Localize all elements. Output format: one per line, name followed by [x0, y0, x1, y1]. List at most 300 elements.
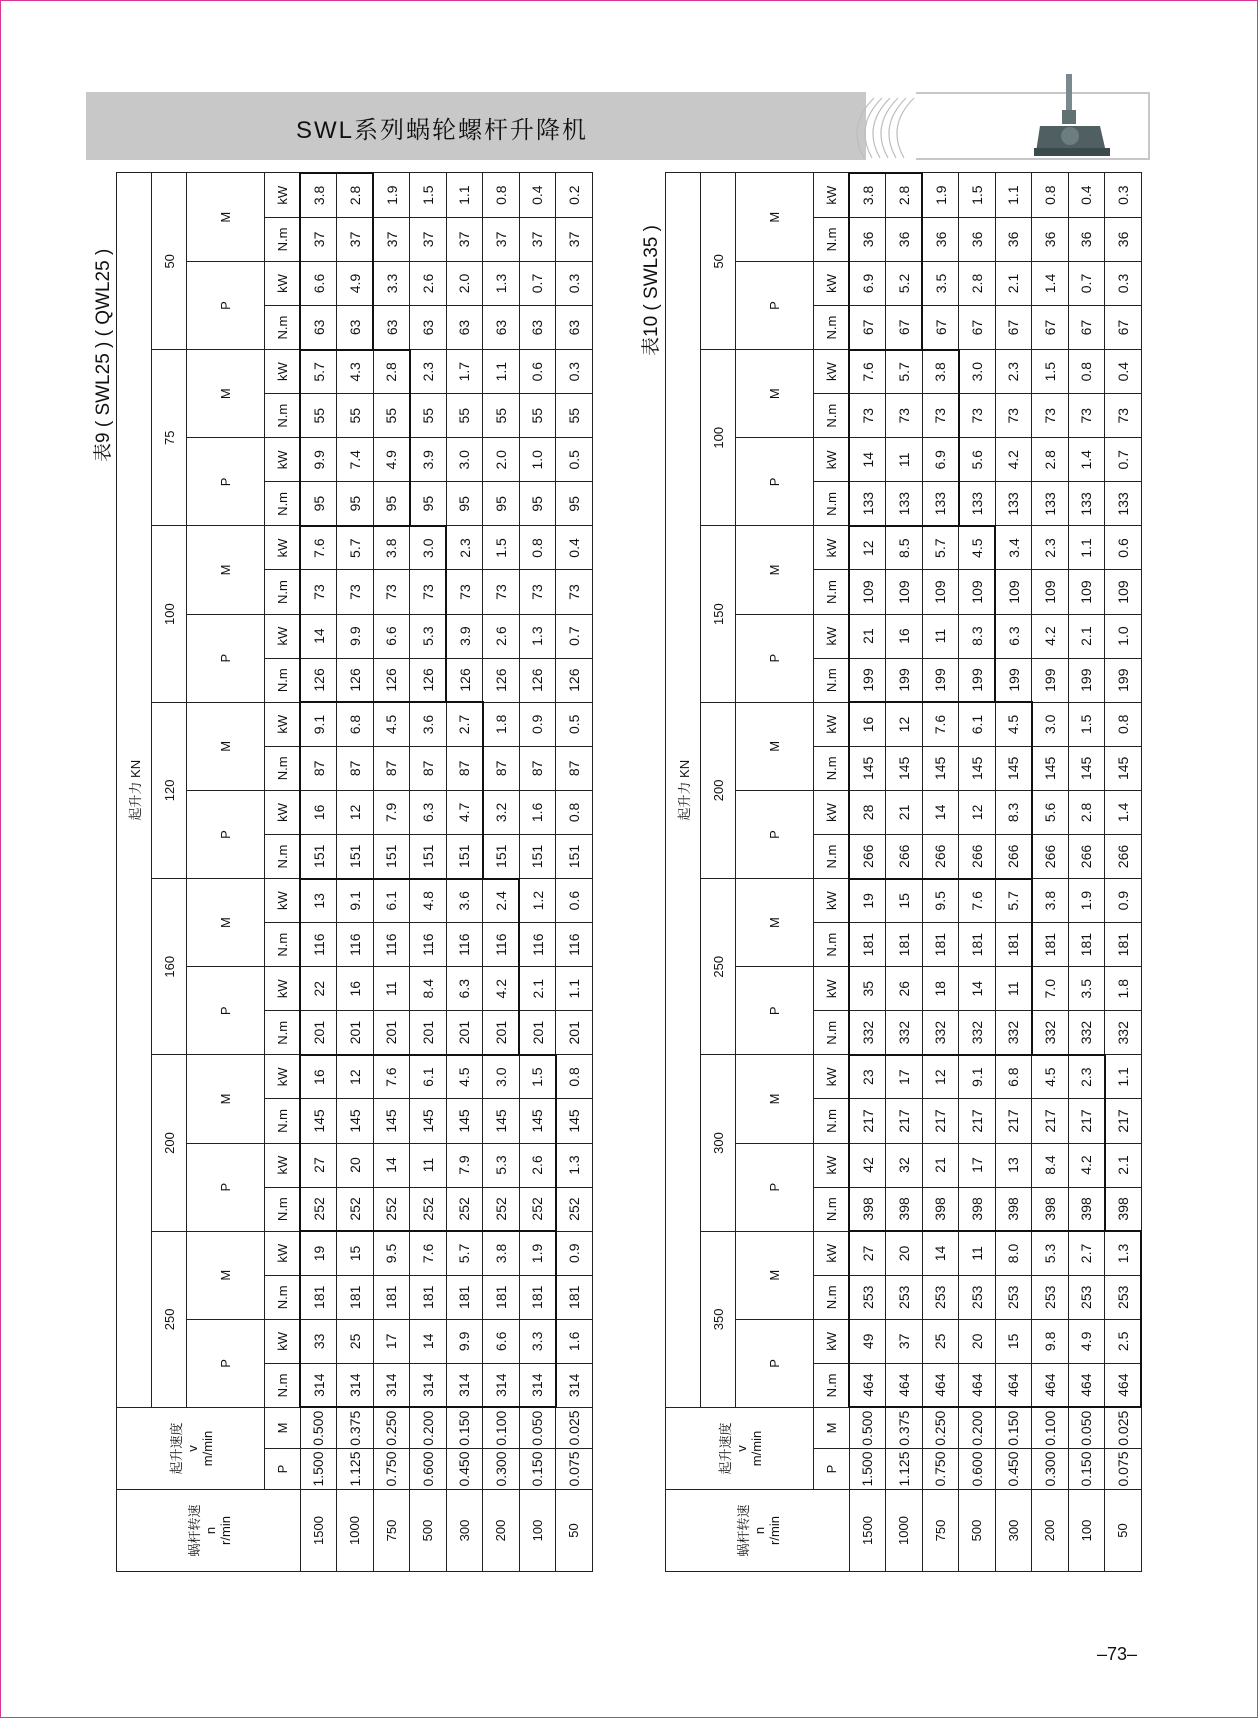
- table-cell: 2.8: [959, 261, 996, 305]
- table-cell: 332: [849, 1011, 886, 1055]
- table-cell: 73: [1105, 394, 1142, 438]
- load-header: 50: [152, 173, 187, 350]
- table-cell: 15: [886, 879, 923, 923]
- table-cell: 151: [410, 834, 447, 878]
- table-cell: 63: [519, 306, 556, 350]
- table-row: [483, 173, 520, 1572]
- table-cell: 151: [300, 834, 337, 878]
- table-cell: 199: [886, 658, 923, 702]
- table-cell: 16: [849, 702, 886, 746]
- table-cell: 0.750: [373, 1449, 410, 1490]
- table-cell: 2.3: [1068, 1055, 1105, 1099]
- table-cell: 252: [300, 1187, 337, 1231]
- worm-speed-label: 蜗杆转速: [735, 1504, 751, 1557]
- table-cell: 0.300: [483, 1449, 520, 1490]
- table-row: [337, 173, 374, 1572]
- table-cell: 5.7: [446, 1231, 483, 1275]
- table-cell: 1.1: [483, 350, 520, 394]
- table-cell: 151: [446, 834, 483, 878]
- table-cell: 9.9: [446, 1319, 483, 1363]
- table-cell: 398: [886, 1187, 923, 1231]
- table-cell: 55: [519, 394, 556, 438]
- table-cell: 0.2: [556, 173, 593, 217]
- table-cell: 6.6: [300, 261, 337, 305]
- table-cell: 1.0: [519, 438, 556, 482]
- table-cell: 14: [410, 1319, 447, 1363]
- table-cell: 9.8: [1032, 1319, 1069, 1363]
- table-cell: 200: [483, 1490, 520, 1572]
- table-cell: 11: [995, 967, 1032, 1011]
- table-cell: 201: [519, 1011, 556, 1055]
- nm-unit: N.m: [814, 1363, 850, 1407]
- table10-rotated: [665, 172, 1142, 1572]
- table-cell: 0.300: [1032, 1449, 1069, 1490]
- p-header: P: [187, 1319, 265, 1407]
- table-cell: 63: [446, 306, 483, 350]
- table-cell: 0.375: [337, 1407, 374, 1448]
- table-cell: 398: [1068, 1187, 1105, 1231]
- table-cell: 1.3: [519, 614, 556, 658]
- table-cell: 67: [1068, 306, 1105, 350]
- table-cell: 0.8: [556, 1055, 593, 1099]
- lift-force-header: 起升力 KN: [666, 173, 701, 1407]
- table-cell: 3.6: [410, 702, 447, 746]
- table-row: [1105, 173, 1142, 1572]
- table-cell: 0.4: [556, 526, 593, 570]
- p-header: P: [736, 967, 814, 1055]
- table-cell: 0.5: [556, 438, 593, 482]
- table-row: [959, 173, 996, 1572]
- table-cell: 87: [519, 746, 556, 790]
- table-cell: 0.8: [556, 790, 593, 834]
- table-cell: 73: [886, 394, 923, 438]
- table-cell: 67: [1105, 306, 1142, 350]
- lift-speed-label: 起升速度: [169, 1422, 184, 1475]
- table-cell: 109: [959, 570, 996, 614]
- nm-unit: N.m: [814, 923, 850, 967]
- mmin-label: m/min: [749, 1430, 764, 1467]
- table-cell: 1.4: [1105, 790, 1142, 834]
- table-cell: 2.8: [373, 350, 410, 394]
- kw-unit: kW: [265, 1231, 301, 1275]
- table-cell: 73: [556, 570, 593, 614]
- table-cell: 14: [959, 967, 996, 1011]
- table-cell: 25: [922, 1319, 959, 1363]
- table-cell: 253: [886, 1275, 923, 1319]
- table-cell: 145: [1032, 746, 1069, 790]
- table-cell: 4.5: [1032, 1055, 1069, 1099]
- table-cell: 95: [373, 482, 410, 526]
- table-cell: 67: [995, 306, 1032, 350]
- table-cell: 55: [300, 394, 337, 438]
- table-cell: 2.8: [1032, 438, 1069, 482]
- table-cell: 314: [337, 1363, 374, 1407]
- table-cell: 36: [922, 217, 959, 261]
- table-cell: 116: [519, 923, 556, 967]
- table-cell: 0.600: [959, 1449, 996, 1490]
- table-cell: 12: [959, 790, 996, 834]
- table-cell: 37: [519, 217, 556, 261]
- table-cell: 2.6: [519, 1143, 556, 1187]
- table-cell: 398: [922, 1187, 959, 1231]
- table-cell: 398: [1105, 1187, 1142, 1231]
- table-cell: 87: [300, 746, 337, 790]
- kw-unit: kW: [265, 790, 301, 834]
- nm-unit: N.m: [265, 1363, 301, 1407]
- table-cell: 2.3: [446, 526, 483, 570]
- table-cell: 252: [519, 1187, 556, 1231]
- pm-row: [736, 173, 814, 1572]
- m-header: M: [187, 350, 265, 438]
- table-cell: 464: [1032, 1363, 1069, 1407]
- table-cell: 398: [995, 1187, 1032, 1231]
- table-cell: 9.5: [373, 1231, 410, 1275]
- kw-unit: kW: [265, 702, 301, 746]
- table-cell: 6.9: [849, 261, 886, 305]
- table-cell: 95: [300, 482, 337, 526]
- table-cell: 36: [886, 217, 923, 261]
- nm-unit: N.m: [814, 1011, 850, 1055]
- table-cell: 750: [922, 1490, 959, 1572]
- table-cell: 2.7: [446, 702, 483, 746]
- table-cell: 1.2: [519, 879, 556, 923]
- table-cell: 0.200: [959, 1407, 996, 1448]
- kw-unit: kW: [265, 1319, 301, 1363]
- table-cell: 6.8: [337, 702, 374, 746]
- table-cell: 3.0: [1032, 702, 1069, 746]
- table-cell: 199: [1105, 658, 1142, 702]
- table-cell: 0.025: [1105, 1407, 1142, 1448]
- table-cell: 109: [1068, 570, 1105, 614]
- table-cell: 73: [1032, 394, 1069, 438]
- kw-unit: kW: [265, 1143, 301, 1187]
- table-cell: 464: [959, 1363, 996, 1407]
- table-cell: 332: [1068, 1011, 1105, 1055]
- table-cell: 67: [1032, 306, 1069, 350]
- table-cell: 0.600: [410, 1449, 447, 1490]
- table-cell: 13: [995, 1143, 1032, 1187]
- table-cell: 181: [959, 923, 996, 967]
- table-cell: 145: [959, 746, 996, 790]
- table-cell: 37: [373, 217, 410, 261]
- table-cell: 1.7: [446, 350, 483, 394]
- table-cell: 3.3: [519, 1319, 556, 1363]
- table-cell: 2.0: [446, 261, 483, 305]
- table-cell: 1.9: [519, 1231, 556, 1275]
- table-cell: 1.5: [410, 173, 447, 217]
- load-header: 100: [701, 350, 736, 526]
- table-cell: 398: [1032, 1187, 1069, 1231]
- table-cell: 16: [300, 790, 337, 834]
- table-cell: 145: [1105, 746, 1142, 790]
- p-header: P: [736, 1143, 814, 1231]
- table-cell: 55: [410, 394, 447, 438]
- table-cell: 181: [337, 1275, 374, 1319]
- nm-unit: N.m: [814, 482, 850, 526]
- table-cell: 0.4: [1068, 173, 1105, 217]
- table-cell: 145: [410, 1099, 447, 1143]
- header-row: [117, 173, 152, 1572]
- table-cell: 126: [483, 658, 520, 702]
- table-cell: 266: [1105, 834, 1142, 878]
- table-cell: 87: [556, 746, 593, 790]
- table-cell: 2.4: [483, 879, 520, 923]
- table-cell: 3.5: [922, 261, 959, 305]
- table-cell: 11: [373, 967, 410, 1011]
- kw-unit: kW: [265, 614, 301, 658]
- table-cell: 145: [995, 746, 1032, 790]
- table-cell: 4.7: [446, 790, 483, 834]
- table-cell: 9.9: [300, 438, 337, 482]
- load-header: 150: [701, 526, 736, 702]
- table-cell: 36: [995, 217, 1032, 261]
- nm-unit: N.m: [265, 482, 301, 526]
- table-row: [1068, 173, 1105, 1572]
- table-cell: 116: [446, 923, 483, 967]
- table-cell: 1.3: [483, 261, 520, 305]
- nm-unit: N.m: [814, 1187, 850, 1231]
- table-cell: 1.4: [1032, 261, 1069, 305]
- table-cell: 87: [446, 746, 483, 790]
- table-cell: 1.6: [519, 790, 556, 834]
- unit-row: [814, 173, 850, 1572]
- table-cell: 50: [556, 1490, 593, 1572]
- kw-unit: kW: [265, 967, 301, 1011]
- table-cell: 73: [483, 570, 520, 614]
- nm-unit: N.m: [814, 658, 850, 702]
- table-cell: 181: [1105, 923, 1142, 967]
- lift-speed-label: 起升速度: [718, 1422, 733, 1475]
- table-cell: 36: [1032, 217, 1069, 261]
- table-cell: 7.4: [337, 438, 374, 482]
- table-cell: 50: [1105, 1490, 1142, 1572]
- mmin-label: m/min: [200, 1430, 215, 1467]
- table-cell: 217: [995, 1099, 1032, 1143]
- table-cell: 36: [1068, 217, 1105, 261]
- kw-unit: kW: [814, 1319, 850, 1363]
- table-cell: 464: [922, 1363, 959, 1407]
- table-cell: 151: [519, 834, 556, 878]
- table-cell: 0.150: [1068, 1449, 1105, 1490]
- table-cell: 1.0: [1105, 614, 1142, 658]
- table-cell: 63: [300, 306, 337, 350]
- load-header: 50: [701, 173, 736, 350]
- header-stripes-graphic: [806, 92, 926, 160]
- table-cell: 6.3: [410, 790, 447, 834]
- table-cell: 4.2: [1068, 1143, 1105, 1187]
- table-cell: 332: [959, 1011, 996, 1055]
- table-cell: 0.7: [556, 614, 593, 658]
- table-cell: 4.9: [1068, 1319, 1105, 1363]
- table-cell: 151: [373, 834, 410, 878]
- table-cell: 0.750: [922, 1449, 959, 1490]
- table-cell: 126: [519, 658, 556, 702]
- table-cell: 109: [1105, 570, 1142, 614]
- table-cell: 6.1: [373, 879, 410, 923]
- m-header: M: [736, 1055, 814, 1143]
- table-cell: 3.8: [1032, 879, 1069, 923]
- table-cell: 8.5: [886, 526, 923, 570]
- table-cell: 0.3: [556, 261, 593, 305]
- table-cell: 21: [922, 1143, 959, 1187]
- m-header: M: [187, 1231, 265, 1319]
- nm-unit: N.m: [265, 834, 301, 878]
- header-row: [666, 173, 701, 1572]
- rmin-label: r/min: [217, 1516, 233, 1545]
- kw-unit: kW: [814, 173, 850, 217]
- unit-row: [265, 173, 301, 1572]
- table-cell: 55: [556, 394, 593, 438]
- table-cell: 109: [886, 570, 923, 614]
- table-cell: 201: [410, 1011, 447, 1055]
- table-cell: 252: [483, 1187, 520, 1231]
- table-cell: 63: [373, 306, 410, 350]
- table-cell: 0.8: [483, 173, 520, 217]
- table-cell: 37: [410, 217, 447, 261]
- m-header: M: [736, 173, 814, 261]
- table-cell: 4.2: [995, 438, 1032, 482]
- table-cell: 133: [959, 482, 996, 526]
- table-cell: 332: [1105, 1011, 1142, 1055]
- table-cell: 181: [556, 1275, 593, 1319]
- table-cell: 4.5: [373, 702, 410, 746]
- table-cell: 20: [959, 1319, 996, 1363]
- table-cell: 37: [300, 217, 337, 261]
- kw-unit: kW: [265, 350, 301, 394]
- n-label: n: [751, 1526, 767, 1535]
- table-cell: 12: [849, 526, 886, 570]
- kw-unit: kW: [814, 261, 850, 305]
- table-cell: 300: [995, 1490, 1032, 1572]
- table-cell: 7.6: [849, 350, 886, 394]
- nm-unit: N.m: [265, 1187, 301, 1231]
- table-cell: 4.9: [373, 438, 410, 482]
- table-cell: 109: [995, 570, 1032, 614]
- table-cell: 6.1: [959, 702, 996, 746]
- table-cell: 4.5: [959, 526, 996, 570]
- table-cell: 95: [337, 482, 374, 526]
- table-row: [373, 173, 410, 1572]
- table-cell: 14: [300, 614, 337, 658]
- table-cell: 5.2: [886, 261, 923, 305]
- table-cell: 5.6: [959, 438, 996, 482]
- table-cell: 0.4: [1105, 350, 1142, 394]
- p-header: P: [187, 967, 265, 1055]
- page-number: –73–: [1097, 1644, 1138, 1664]
- table-cell: 5.7: [995, 879, 1032, 923]
- table-cell: 2.0: [483, 438, 520, 482]
- kw-unit: kW: [265, 879, 301, 923]
- table-cell: 36: [849, 217, 886, 261]
- kw-unit: kW: [265, 526, 301, 570]
- table-cell: 0.9: [1105, 879, 1142, 923]
- table-cell: 8.4: [410, 967, 447, 1011]
- table-cell: 1.3: [556, 1143, 593, 1187]
- table-cell: 0.7: [519, 261, 556, 305]
- table-cell: 1.4: [1068, 438, 1105, 482]
- table-cell: 22: [300, 967, 337, 1011]
- table-cell: 3.8: [849, 173, 886, 217]
- table-cell: 1.9: [922, 173, 959, 217]
- table-cell: 16: [886, 614, 923, 658]
- nm-unit: N.m: [814, 570, 850, 614]
- table-row: [300, 173, 337, 1572]
- table-cell: 2.1: [1105, 1143, 1142, 1187]
- table-cell: 6.8: [995, 1055, 1032, 1099]
- table-cell: 15: [337, 1231, 374, 1275]
- m-header: M: [736, 526, 814, 614]
- table-row: [922, 173, 959, 1572]
- table-cell: 201: [373, 1011, 410, 1055]
- table-cell: 0.450: [446, 1449, 483, 1490]
- table-cell: 3.8: [300, 173, 337, 217]
- table-cell: 0.6: [1105, 526, 1142, 570]
- table-cell: 73: [519, 570, 556, 614]
- table-cell: 11: [922, 614, 959, 658]
- table-cell: 2.8: [886, 173, 923, 217]
- table-cell: 73: [410, 570, 447, 614]
- table-cell: 67: [959, 306, 996, 350]
- table-cell: 33: [300, 1319, 337, 1363]
- table-cell: 95: [446, 482, 483, 526]
- table-cell: 63: [483, 306, 520, 350]
- table-cell: 36: [959, 217, 996, 261]
- table-cell: 2.5: [1105, 1319, 1142, 1363]
- kw-unit: kW: [814, 1143, 850, 1187]
- table-cell: 300: [446, 1490, 483, 1572]
- table-cell: 116: [373, 923, 410, 967]
- table-cell: 332: [922, 1011, 959, 1055]
- table-cell: 14: [922, 790, 959, 834]
- table-cell: 2.3: [995, 350, 1032, 394]
- table-cell: 17: [886, 1055, 923, 1099]
- table-cell: 19: [849, 879, 886, 923]
- table-cell: 100: [519, 1490, 556, 1572]
- table-cell: 1.5: [483, 526, 520, 570]
- table-cell: 217: [1105, 1099, 1142, 1143]
- table-cell: 314: [556, 1363, 593, 1407]
- table-cell: 13: [300, 879, 337, 923]
- table-cell: 266: [959, 834, 996, 878]
- table-cell: 5.7: [300, 350, 337, 394]
- table-cell: 18: [922, 967, 959, 1011]
- table-cell: 0.3: [1105, 173, 1142, 217]
- table-cell: 2.8: [337, 173, 374, 217]
- table-cell: 0.6: [519, 350, 556, 394]
- nm-unit: N.m: [814, 1099, 850, 1143]
- table-cell: 500: [410, 1490, 447, 1572]
- nm-unit: N.m: [265, 1099, 301, 1143]
- table-cell: 1.5: [519, 1055, 556, 1099]
- table-cell: 73: [300, 570, 337, 614]
- n-label: n: [202, 1526, 218, 1535]
- table-cell: 145: [886, 746, 923, 790]
- table-cell: 133: [1068, 482, 1105, 526]
- table-cell: 116: [300, 923, 337, 967]
- table-cell: 109: [922, 570, 959, 614]
- m-header: M: [265, 1407, 301, 1448]
- table-cell: 201: [446, 1011, 483, 1055]
- table-cell: 253: [1105, 1275, 1142, 1319]
- table-cell: 145: [922, 746, 959, 790]
- table-cell: 1500: [300, 1490, 337, 1572]
- table-row: [519, 173, 556, 1572]
- table9-caption: 表9 ( SWL25 ) ( QWL25 ): [93, 248, 114, 462]
- table-cell: 126: [337, 658, 374, 702]
- table-cell: 116: [410, 923, 447, 967]
- table-cell: 12: [337, 790, 374, 834]
- p-header: P: [187, 438, 265, 526]
